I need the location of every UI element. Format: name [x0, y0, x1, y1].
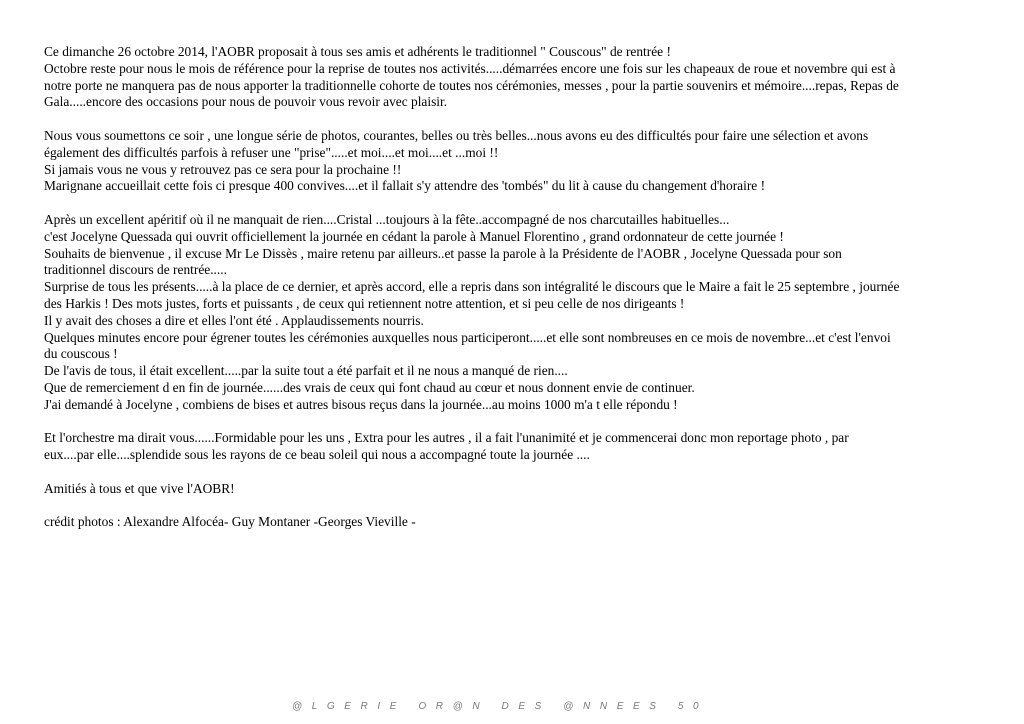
text-line: du couscous ! [44, 346, 118, 362]
paragraph [44, 212, 989, 414]
text-line: J'ai demandé à Jocelyne , combiens de bises et autres bisous reçus dans la journée...au moins 1000 m'a t elle répondu ! [44, 396, 678, 412]
text-line: des Harkis ! Des mots justes, forts et puissants , de ceux qui retiennent notre attention, et si peu celle de nos dirigeants ! [44, 295, 685, 311]
paragraph [44, 128, 989, 195]
text-line: traditionnel discours de rentrée..... [44, 262, 227, 278]
text-line: Il y avait des choses a dire et elles l'ont été . Applaudissements nourris. [44, 312, 424, 328]
text-line: Souhaits de bienvenue , il excuse Mr Le Dissès , maire retenu par ailleurs..et passe la parole à la Présidente de l'AOBR , Jocelyne Quessada pour son [44, 245, 842, 261]
text-line: De l'avis de tous, il était excellent.....par la suite tout a été parfait et il ne nous a manqué de rien.... [44, 363, 568, 379]
text-line: notre porte ne manquera pas de nous apporter la traditionnelle cohorte de toutes nos cérémonies, messes , pour la partie souvenirs et mémoire....repas, Repas de [44, 77, 899, 93]
paragraph [44, 44, 989, 111]
paragraph [44, 430, 989, 464]
text-line: eux....par elle....splendide sous les rayons de ce beau soleil qui nous a accompagné toute la journée .... [44, 447, 590, 463]
text-line: Surprise de tous les présents.....à la place de ce dernier, et après accord, elle a repris dans son intégralité le discours que le Maire a fait le 25 septembre , journée [44, 279, 900, 295]
page-footer: @LGERIE OR@N DES @NNEES 50 [292, 701, 709, 712]
text-line: Si jamais vous ne vous y retrouvez pas ce sera pour la prochaine !! [44, 161, 402, 177]
paragraph [44, 514, 989, 531]
text-line: Quelques minutes encore pour égrener toutes les cérémonies auxquelles nous participeront.....et elle sont nombreuses en ce mois de novembre...et c'est l'envoi [44, 329, 891, 345]
paragraph [44, 481, 989, 498]
text-line: Ce dimanche 26 octobre 2014, l'AOBR proposait à tous ses amis et adhérents le traditionnel " Couscous" de rentrée ! [44, 44, 671, 59]
text-line: Que de remerciement d en fin de journée......des vrais de ceux qui font chaud au cœur et nous donnent envie de continuer. [44, 379, 695, 395]
text-line: également des difficultés parfois à refuser une "prise".....et moi....et moi....et ...moi !! [44, 144, 499, 160]
text-line: Amitiés à tous et que vive l'AOBR! [44, 480, 235, 496]
text-line: c'est Jocelyne Quessada qui ouvrit officiellement la journée en cédant la parole à Manuel Florentino , grand ordonnateur de cette journée ! [44, 228, 784, 244]
text-line: Et l'orchestre ma dirait vous......Formidable pour les uns , Extra pour les autres , il a fait l'unanimité et je commencerai donc mon reportage photo , par [44, 430, 849, 446]
text-line: Nous vous soumettons ce soir , une longue série de photos, courantes, belles ou très belles...nous avons eu des difficultés pour faire une sélection et avons [44, 127, 869, 143]
paragraph-spacer [44, 498, 989, 515]
paragraph-spacer [44, 195, 989, 212]
paragraph-spacer [44, 414, 989, 431]
text-line: Gala.....encore des occasions pour nous de pouvoir vous revoir avec plaisir. [44, 94, 448, 110]
article-body [44, 44, 989, 531]
text-line: crédit photos : Alexandre Alfocéa- Guy Montaner -Georges Vieville - [44, 514, 416, 530]
text-line: Octobre reste pour nous le mois de référence pour la reprise de toutes nos activités.....démarrées encore une fois sur les chapeaux de roue et novembre qui est à [44, 60, 896, 76]
text-line: Marignane accueillait cette fois ci presque 400 convives....et il fallait s'y attendre des 'tombés" du lit à cause du changement d'horaire ! [44, 178, 766, 194]
text-line: Après un excellent apéritif où il ne manquait de rien....Cristal ...toujours à la fête..accompagné de nos charcutailles habituelles... [44, 211, 730, 227]
paragraph-spacer [44, 464, 989, 481]
paragraph-spacer [44, 111, 989, 128]
